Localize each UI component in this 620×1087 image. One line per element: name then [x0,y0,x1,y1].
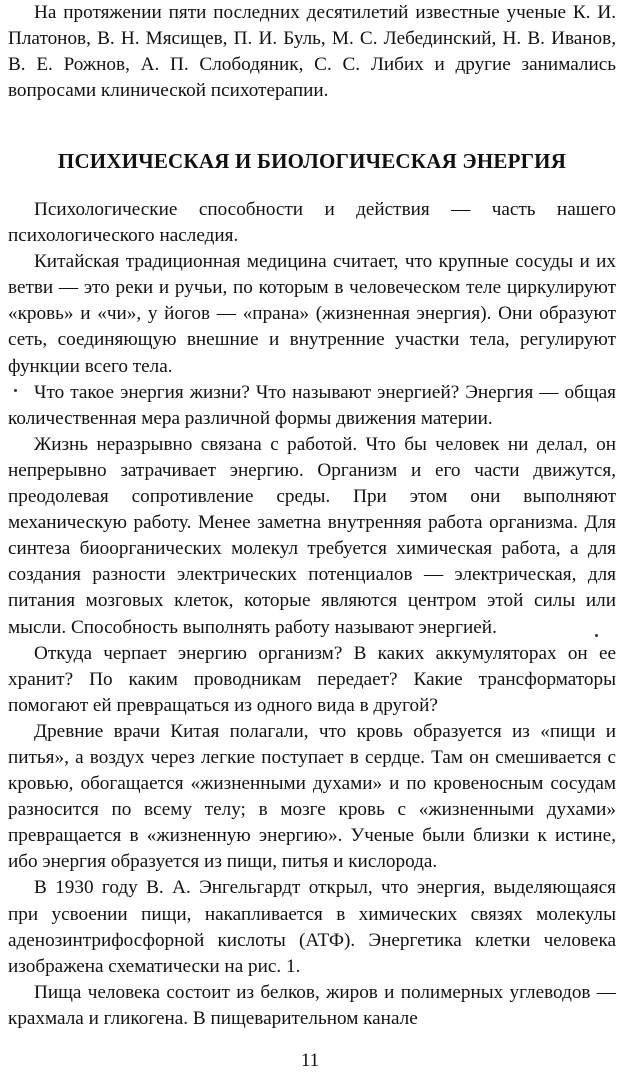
body-paragraph: Китайская традиционная медицина считает, что крупные сосуды и их ветви — это реки и ручьи, по которым в человеческом теле циркулируют «кровь» и «чи», у йогов — «прана» (жизненная энергия). Они образуют сеть, соединяющую внешние и внутренние участки тела, регулируют функции всего тела. [8,251,616,377]
body-paragraph: Древние врачи Китая полагали, что кровь образуется из «пищи и питья», а воздух через легкие поступает в сердце. Там он смешивается с кровью, обогащается «жизненными духами» и по кровеносным сосудам разносится по всему телу; в мозге кровь с «жизненными духами» превращается в «жизненную энергию». Ученые были близки к истине, ибо энергия образуется из пищи, питья и кислорода. [8,720,616,873]
body-text-block [8,197,616,1032]
body-paragraph: Откуда черпает энергию организм? В каких аккумуляторах он ее хранит? По каким проводникам передает? Какие трансформаторы помогают ей превращаться из одного вида в другой? [8,642,616,716]
body-paragraph: Пища человека состоит из белков, жиров и полимерных углеводов — крахмала и гликогена. В пищеварительном канале [8,981,616,1029]
page-number: 11 [300,1050,320,1071]
body-paragraph: Психологические способности и действия — часть нашего психологического наследия. [8,199,616,247]
body-paragraph: Что такое энергия жизни? Что называют энергией? Энергия — общая количественная мера различной формы движения материи. [8,381,616,429]
body-paragraph: В 1930 году В. А. Энгельгардт открыл, что энергия, выделяющаяся при усвоении пищи, накапливается в химических связях молекулы аденозинтрифосфорной кислоты (АТФ). Энергетика клетки человека изображена схематически на рис. 1. [8,877,616,977]
print-speck [595,634,598,637]
body-paragraph: Жизнь неразрывно связана с работой. Что бы человек ни делал, он непрерывно затрачивает энергию. Организм и его части движутся, преодолевая сопротивление среды. При этом они выполняют механическую работу. Менее заметна внутренняя работа организма. Для синтеза биоорганических молекул требуется химическая работа, а для создания разности электрических потенциалов — электрическая, для питания мозговых клеток, которые являются центром этой силы или мысли. Способность выполнять работу называют энергией. [8,433,616,638]
print-speck [14,389,17,392]
intro-text-block [8,0,616,104]
section-heading: ПСИХИЧЕСКАЯ И БИОЛОГИЧЕСКАЯ ЭНЕРГИЯ [57,149,567,173]
intro-paragraph: На протяжении пяти последних десятилетий известные ученые К. И. Платонов, В. Н. Мясищев, П. И. Буль, М. С. Лебединский, Н. В. Иванов, В. Е. Рожнов, А. П. Слободяник, С. С. Либих и другие занимались вопросами клинической психотерапии. [8,2,616,102]
